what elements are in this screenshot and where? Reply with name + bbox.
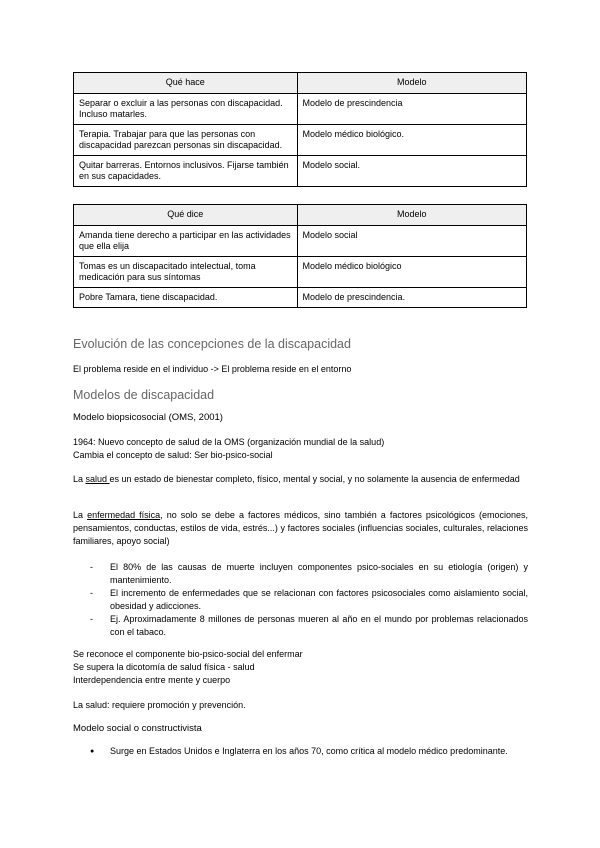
table-row (74, 288, 527, 308)
heading-evolucion: Evolución de las concepciones de la discapacidad (73, 337, 351, 351)
text-fragment: La (73, 510, 88, 520)
oms-line-2: Cambia el concepto de salud: Ser bio-psico-social (73, 450, 273, 460)
table-cell: Modelo social. (297, 156, 527, 187)
dash-marker: - (90, 562, 93, 572)
paragraph-enfermedad (73, 509, 528, 548)
table-header-cell: Modelo (297, 73, 527, 94)
salud-requiere-text: La salud: requiere promoción y prevención. (73, 700, 246, 710)
heading-modelo-social: Modelo social o constructivista (73, 723, 202, 734)
paragraph-salud (73, 473, 528, 486)
dash-marker: - (90, 614, 93, 624)
table-cell: Separar o excluir a las personas con discapacidad. Incluso matarles. (74, 94, 298, 125)
table-cell: Modelo médico biológico. (297, 125, 527, 156)
table-que-dice (73, 204, 527, 308)
table-header-row (74, 73, 527, 94)
table-cell: Pobre Tamara, tiene discapacidad. (74, 288, 298, 308)
oms-line-1: 1964: Nuevo concepto de salud de la OMS (organización mundial de la salud) (73, 437, 385, 447)
table-cell: Amanda tiene derecho a participar en las actividades que ella elija (74, 226, 298, 257)
heading-modelos: Modelos de discapacidad (73, 388, 215, 402)
table-row (74, 156, 527, 187)
table-header-row (74, 205, 527, 226)
list-item (90, 745, 528, 758)
text-fragment: La (73, 474, 86, 484)
heading-modelo-biopsicosocial: Modelo biopsicosocial (OMS, 2001) (73, 412, 223, 423)
list-item (90, 587, 528, 613)
dash-marker: - (90, 588, 93, 598)
bullet-list (90, 745, 528, 758)
table-que-hace (73, 72, 527, 187)
reconoce-line-3: Interdependencia entre mente y cuerpo (73, 675, 231, 685)
table-header-cell: Qué dice (74, 205, 298, 226)
text-fragment: , no solo se debe a factores médicos, sino también a factores psicológicos (emociones, pensamientos, conductas, estilos de vida, estrés...) y factores sociales (influencias sociales, culturales, relaciones familiares, apoyo social) (73, 510, 528, 546)
underlined-term-enfermedad: enfermedad física (87, 510, 161, 520)
list-item-text: Ej. Aproximadamente 8 millones de personas mueren al año en el mundo por problemas relacionados con el tabaco. (110, 614, 528, 637)
reconoce-line-1: Se reconoce el componente bio-psico-social del enfermar (73, 649, 303, 659)
table-header-cell: Modelo (297, 205, 527, 226)
table-cell: Quitar barreras. Entornos inclusivos. Fijarse también en sus capacidades. (74, 156, 298, 187)
table-cell: Modelo médico biológico (297, 257, 527, 288)
list-item (90, 613, 528, 639)
evolucion-text: El problema reside en el individuo -> El problema reside en el entorno (73, 364, 352, 374)
table-cell: Modelo de prescindencia (297, 94, 527, 125)
table-row (74, 125, 527, 156)
table-cell: Modelo social (297, 226, 527, 257)
table-cell: Terapia. Trabajar para que las personas con discapacidad parezcan personas sin discapacidad. (74, 125, 298, 156)
text-fragment: es un estado de bienestar completo, físico, mental y social, y no solamente la ausencia de enfermedad (109, 474, 520, 484)
list-item-text: Surge en Estados Unidos e Inglaterra en los años 70, como crítica al modelo médico predominante. (110, 746, 508, 756)
reconoce-line-2: Se supera la dicotomía de salud física - salud (73, 662, 255, 672)
dash-list (90, 561, 528, 639)
table-row (74, 257, 527, 288)
bullet-marker: ● (90, 748, 95, 755)
list-item (90, 561, 528, 587)
list-item-text: El 80% de las causas de muerte incluyen componentes psico-sociales en su etiología (origen) y mantenimiento. (110, 562, 528, 585)
table-cell: Modelo de prescindencia. (297, 288, 527, 308)
underlined-term-salud: salud (85, 474, 110, 484)
table-header-cell: Qué hace (74, 73, 298, 94)
table-cell: Tomas es un discapacitado intelectual, toma medicación para sus síntomas (74, 257, 298, 288)
list-item-text: El incremento de enfermedades que se relacionan con factores psicosociales como aislamiento social, obesidad y adicciones. (110, 588, 528, 611)
table-row (74, 226, 527, 257)
table-row (74, 94, 527, 125)
